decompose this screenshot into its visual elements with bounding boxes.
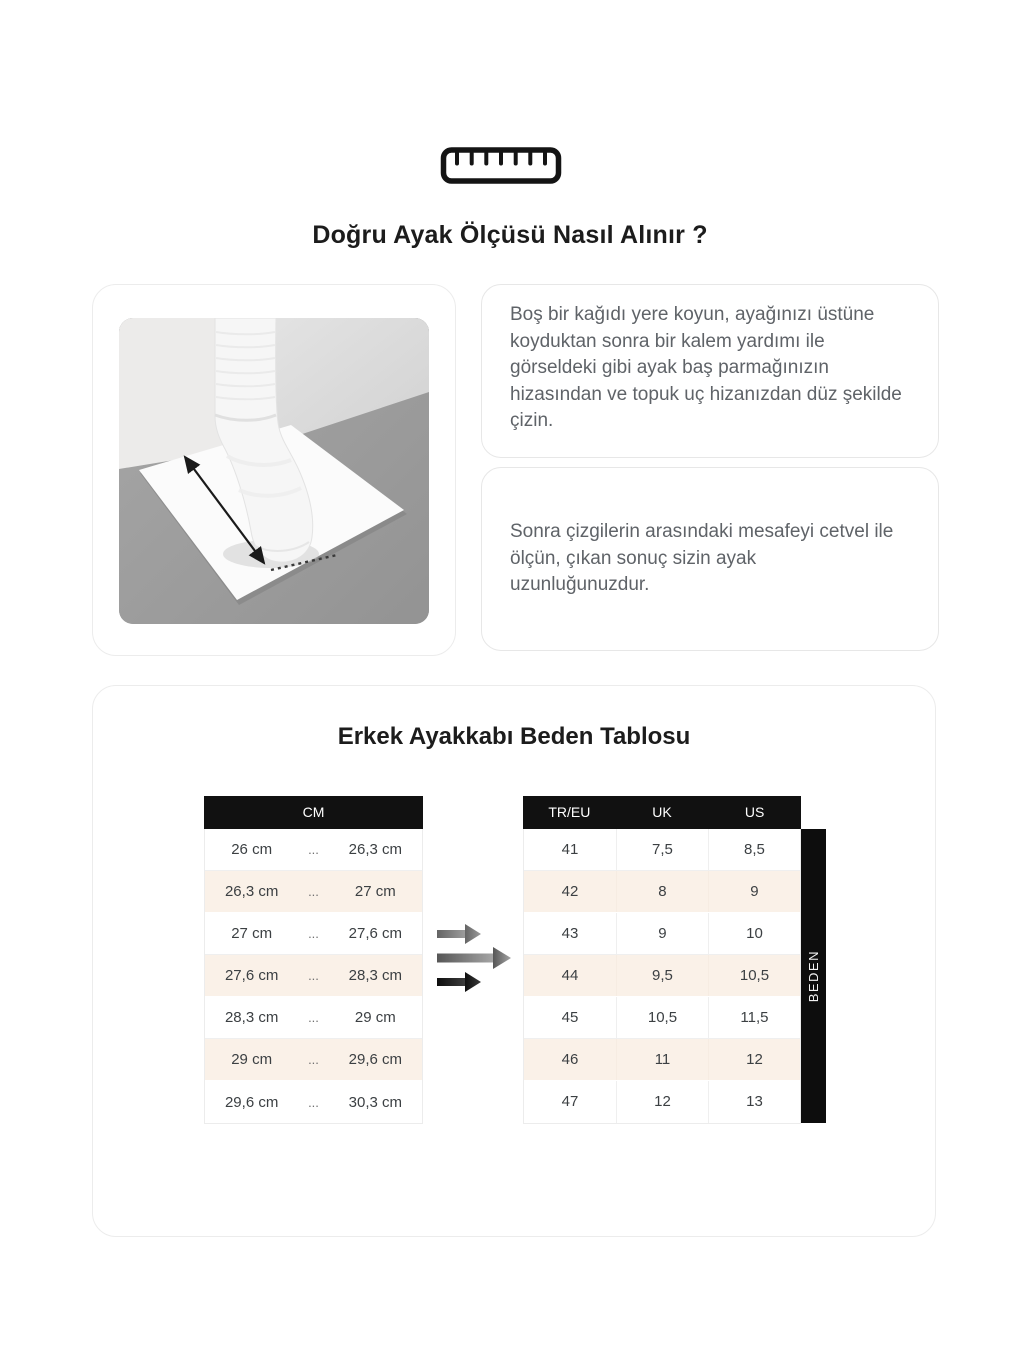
instruction-step-2-text: Sonra çizgilerin arasındaki mesafeyi cetvel ile ölçün, çıkan sonuç sizin ayak uzunluğunuzdur. <box>510 521 894 596</box>
foot-measure-photo-card <box>92 284 456 656</box>
cm-from: 27 cm <box>231 925 273 942</box>
cm-dots: ... <box>308 884 319 899</box>
arrow-long-middle <box>437 947 511 969</box>
size-us: 11,5 <box>708 997 800 1038</box>
size-tr-eu: 45 <box>561 1009 579 1026</box>
cm-table-row <box>205 1039 422 1081</box>
cm-from: 28,3 cm <box>224 1009 279 1026</box>
size-us: 13 <box>708 1081 800 1123</box>
foot-on-paper-photo <box>119 318 429 624</box>
cm-from: 27,6 cm <box>224 967 279 984</box>
convert-arrows-icon <box>437 923 517 993</box>
beden-label: BEDEN <box>806 949 821 1003</box>
cm-to: 27 cm <box>354 883 396 900</box>
size-uk: 10,5 <box>616 997 708 1038</box>
cm-table-row <box>205 955 422 997</box>
page-title: Doğru Ayak Ölçüsü Nasıl Alınır ? <box>312 221 708 249</box>
size-uk: 9,5 <box>616 955 708 996</box>
instruction-step-1 <box>481 284 939 458</box>
size-uk: 7,5 <box>616 829 708 870</box>
size-chart-title: Erkek Ayakkabı Beden Tablosu <box>337 723 691 750</box>
cm-to: 30,3 cm <box>348 1093 402 1111</box>
instruction-step-2 <box>481 467 939 651</box>
size-us: 10 <box>708 913 800 954</box>
size-header-us: US <box>744 804 765 820</box>
size-table-row <box>524 1039 800 1081</box>
size-uk: 8 <box>616 871 708 912</box>
cm-from: 26 cm <box>231 841 273 858</box>
size-uk: 12 <box>616 1081 708 1123</box>
cm-to: 29 cm <box>354 1009 396 1026</box>
size-table-row <box>524 871 800 913</box>
beden-side-bar <box>801 829 826 1123</box>
cm-to: 28,3 cm <box>348 967 402 984</box>
size-header-tr-eu: TR/EU <box>548 804 591 820</box>
size-tr-eu: 42 <box>561 883 579 900</box>
size-chart-card <box>92 685 936 1237</box>
size-us: 12 <box>708 1039 800 1080</box>
size-table-row <box>524 913 800 955</box>
cm-dots: ... <box>308 1010 319 1025</box>
cm-table-row <box>205 829 422 871</box>
cm-dots: ... <box>308 968 319 983</box>
size-table-row <box>524 955 800 997</box>
size-us: 9 <box>708 871 800 912</box>
cm-dots: ... <box>308 1094 319 1110</box>
size-us: 8,5 <box>708 829 800 870</box>
instruction-step-1-text: Boş bir kağıdı yere koyun, ayağınızı üstüne koyduktan sonra bir kalem yardımı ile görseldeki gibi ayak baş parmağınızın hizasından ve topuk uç hizanızdan düz şekilde çizin. <box>510 304 902 431</box>
size-tr-eu: 43 <box>561 925 579 942</box>
cm-from: 29 cm <box>231 1051 273 1068</box>
cm-table-row <box>205 1081 422 1123</box>
size-uk: 9 <box>616 913 708 954</box>
size-table-row <box>524 1081 800 1123</box>
cm-table-row <box>205 997 422 1039</box>
cm-table-row <box>205 913 422 955</box>
ruler-icon <box>440 146 562 186</box>
cm-to: 29,6 cm <box>348 1051 402 1068</box>
cm-table-row <box>205 871 422 913</box>
size-table-header <box>523 796 801 829</box>
size-table-row <box>524 829 800 871</box>
cm-to: 27,6 cm <box>348 925 402 942</box>
size-us: 10,5 <box>708 955 800 996</box>
cm-to: 26,3 cm <box>348 841 402 858</box>
size-tr-eu: 41 <box>561 841 579 858</box>
arrow-short-bottom <box>437 972 481 992</box>
cm-dots: ... <box>308 842 319 857</box>
cm-table <box>204 796 423 1124</box>
cm-header-label: CM <box>302 804 325 820</box>
size-header-uk: UK <box>652 804 672 820</box>
size-table <box>523 796 801 1124</box>
size-tr-eu: 44 <box>561 967 579 984</box>
cm-from: 29,6 cm <box>224 1093 279 1111</box>
size-tr-eu: 46 <box>561 1051 579 1068</box>
cm-dots: ... <box>308 926 319 941</box>
size-table-row <box>524 997 800 1039</box>
cm-from: 26,3 cm <box>224 883 279 900</box>
arrow-short-top <box>437 924 481 944</box>
cm-table-header <box>204 796 423 829</box>
size-tr-eu: 47 <box>561 1093 579 1110</box>
size-uk: 11 <box>616 1039 708 1080</box>
cm-dots: ... <box>308 1052 319 1067</box>
